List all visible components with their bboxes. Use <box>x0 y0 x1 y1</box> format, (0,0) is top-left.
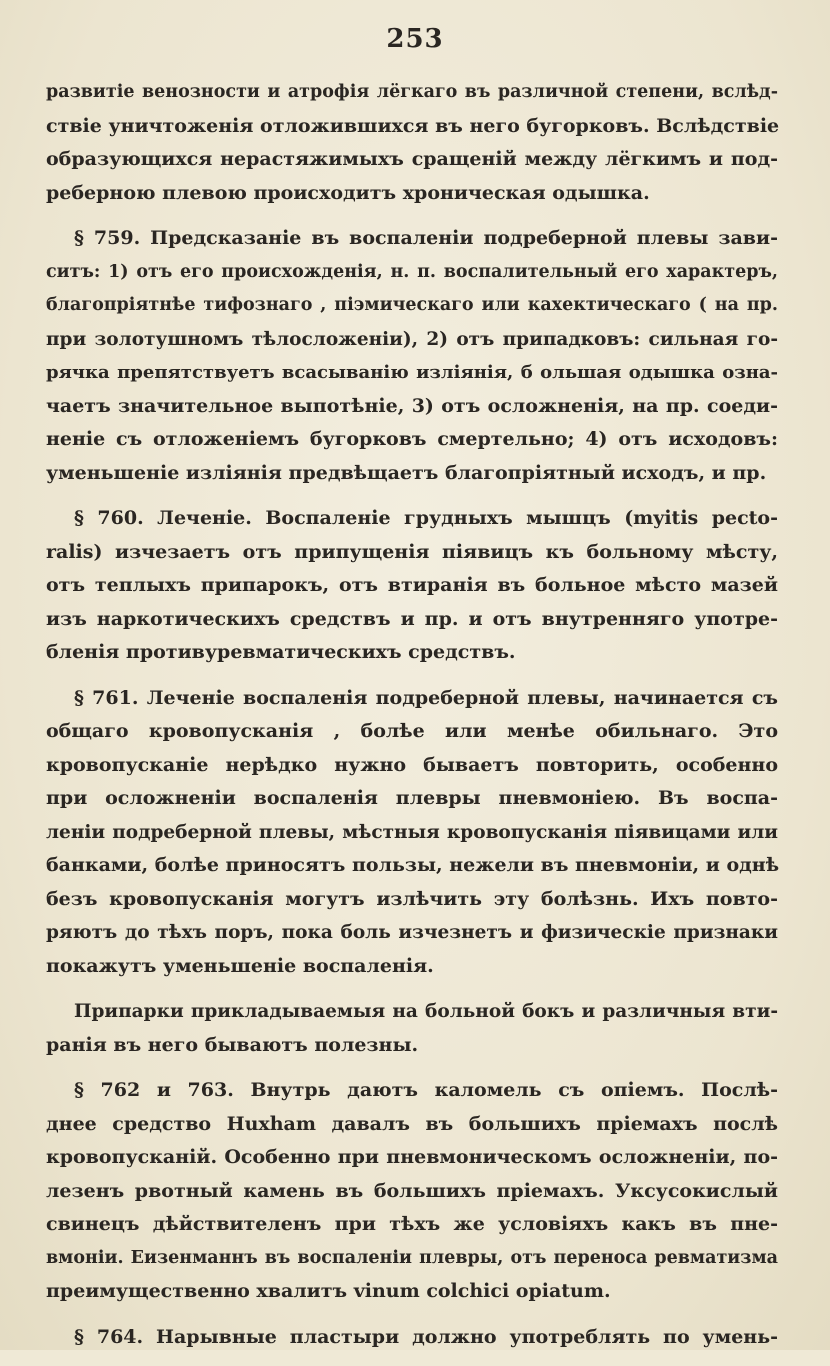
text-line: днее средство Huxham давалъ въ большихъ пріемахъ послѣ <box>46 1112 778 1135</box>
text-line: покажутъ уменьшеніе воспаленія. <box>46 954 434 977</box>
text-line: § 761. Леченіе воспаленія подреберной плевы, начинается съ <box>74 686 778 709</box>
text-line: образующихся нерастяжимыхъ сращеній между лёгкимъ и под- <box>46 148 778 170</box>
text-line: неніе съ отложеніемъ бугорковъ смертельно; 4) отъ исходовъ: <box>46 428 778 450</box>
text-line: кровопусканіе нерѣдко нужно бываетъ повторить, особенно <box>46 753 778 776</box>
text-line: уменьшеніе изліянія предвѣщаетъ благопріятный исходъ, и пр. <box>46 461 767 484</box>
text-line: отъ теплыхъ припарокъ, отъ втиранія въ больное мѣсто мазей <box>46 574 778 596</box>
text-line: § 762 и 763. Внутрь даютъ каломель съ опіемъ. Послѣ- <box>74 1079 778 1101</box>
text-line: свинецъ дѣйствителенъ при тѣхъ же условіяхъ какъ въ пне- <box>46 1213 778 1235</box>
text-line: чаетъ значительное выпотѣніе, 3) отъ осложненія, на пр. соеди- <box>46 394 778 417</box>
text-line: вмоніи. Eизенманнъ въ воспаленіи плевры, отъ переноса ревматизма <box>46 1247 778 1268</box>
page-body <box>46 76 778 1366</box>
text-line: кровопусканій. Особенно при пневмоническомъ осложненіи, по- <box>46 1146 778 1168</box>
text-line: развитіе венозности и атрофія лёгкаго въ различной степени, вслѣд- <box>46 82 778 102</box>
text-line: ralis) изчезаетъ отъ припущенія піявицъ къ больному мѣсту, <box>46 540 778 563</box>
page-number: 253 <box>386 24 444 54</box>
text-line: рячка препятствуетъ всасыванію изліянія, б ольшая одышка озна- <box>46 362 778 383</box>
text-line: Припарки прикладываемыя на больной бокъ и различныя вти- <box>74 1001 778 1022</box>
text-line: при золотушномъ тѣлосложеніи), 2) отъ припадковъ: сильная го- <box>46 328 778 350</box>
paragraph-section-759 <box>46 222 778 490</box>
text-line: § 764. Нарывные пластыри должно употреблять по умень- <box>74 1325 778 1348</box>
text-line: бленія противуревматическихъ средствъ. <box>46 641 516 663</box>
paragraph-1 <box>46 76 778 210</box>
text-line: при осложненіи воспаленія плевры пневмоніею. Въ воспа- <box>46 787 778 809</box>
text-line: ствіе уничтоженія отложившихся въ него бугорковъ. Вслѣдствіе <box>46 114 780 137</box>
text-line: ранія въ него бываютъ полезны. <box>46 1033 419 1056</box>
text-line: преимущественно хвалитъ vinum colchici opiatum. <box>46 1280 611 1302</box>
text-line: общаго кровопусканія , болѣе или менѣе обильнаго. Это <box>46 720 778 742</box>
paragraph-section-761 <box>46 682 778 984</box>
paragraph-section-764 <box>46 1321 778 1355</box>
text-line: § 760. Леченіе. Воспаленіе грудныхъ мышцъ (myitis pecto- <box>74 507 778 529</box>
text-line: банками, болѣе приносятъ пользы, нежели въ пневмоніи, и однѣ <box>46 854 780 876</box>
text-line: § 759. Предсказаніе въ воспаленіи подреберной плевы зави- <box>74 227 778 249</box>
text-line: безъ кровопусканія могутъ излѣчить эту болѣзнь. Ихъ повто- <box>46 887 778 910</box>
text-line: ситъ: 1) отъ его происхожденія, н. п. воспалительный его характеръ, <box>46 261 778 282</box>
paragraph-poultices <box>46 995 778 1062</box>
paragraph-section-760 <box>46 502 778 670</box>
text-line: благопріятнѣе тифознаго , піэмическаго или кахектическаго ( на пр. <box>46 295 778 315</box>
text-line: леніи подреберной плевы, мѣстныя кровопусканія піявицами или <box>46 821 778 843</box>
text-line: реберною плевою происходитъ хроническая одышка. <box>46 181 650 204</box>
text-line: изъ наркотическихъ средствъ и пр. и отъ внутренняго употре- <box>46 607 778 630</box>
paragraph-section-762-763 <box>46 1074 778 1309</box>
text-line: ряютъ до тѣхъ поръ, пока боль изчезнетъ и физическіе признаки <box>46 922 778 943</box>
text-line: лезенъ рвотный камень въ большихъ пріемахъ. Уксусокислый <box>46 1179 778 1202</box>
